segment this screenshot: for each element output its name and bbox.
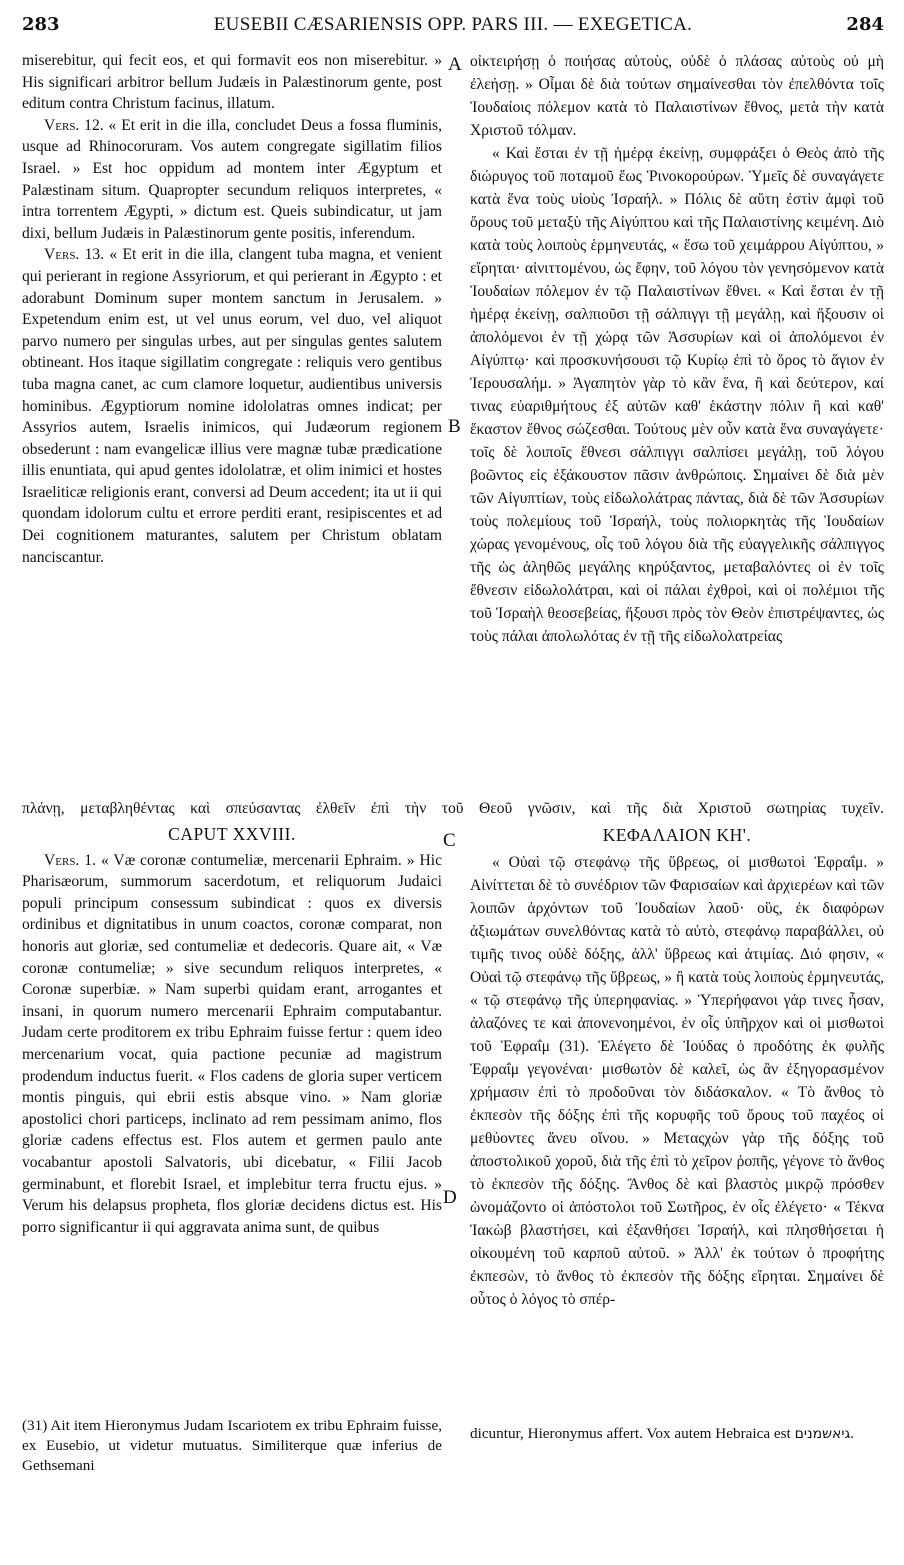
greek-chapter-section — [470, 820, 884, 1311]
spanning-line: πλάνῃ, μεταβληθέντας καὶ σπεύσαντας ἐλθεῖν ἐπὶ τὴν τοῦ Θεοῦ γνῶσιν, καὶ τῆς διὰ Χριστοῦ σωτηρίας τυχεῖν. — [22, 800, 884, 817]
verse-label: Vers. 12. — [44, 116, 104, 134]
verse-label: Vers. 1. — [44, 851, 96, 869]
chapter-heading-latin: CAPUT XXVIII. — [168, 824, 296, 844]
verse-text: « Et erit in die illa, clangent tuba magna, et venient qui perierant in regione Assyriorum, et qui perierant in Ægypto : et adorabunt Dominum super montem sanctum in Jerusalem. » Expetendum enim est, ut vel unus eorum, vel duo, vel aliquot parvo numero per singulas urbes, aut per singulas gentes salutem obtineant. Hos itaque sigillatim congregate : reliquis vero gentibus tuba magna canet, ac cum clamore loquetur, audientibus universis hominibus. Ægyptiorum nomine idololatras omnes indicat; per Assyrios autem, Israelis inimicos, qui Judæorum regionem obsederunt : nam evangelicæ illius vere magnæ tubæ prædicatione illis enuntiata, qui apud gentes idololatræ, et olim inimici et hostes Israeliticæ religionis erant, conversi ad Deum accedent; ita ut ii qui quondam idolorum cultu et errore perditi erant, resipiscentes et ad Dei cognitionem maturantes, salutem per Christum oblatam nanciscantur. — [22, 246, 442, 566]
section-marker-c: C — [443, 830, 456, 851]
page-number-left: 283 — [22, 14, 60, 35]
greek-column — [470, 50, 884, 648]
page-number-right: 284 — [846, 14, 884, 35]
verse-text: « Et erit in die illa, concludet Deus a fossa fluminis, usque ad Rhinocoruram. Vos autem congregate sigillatim filios Israel. » Est hoc oppidum ad montem inter Ægyptum et Palæstinam situm. Quapropter secundum reliquos interpretes, « intra torrentem Ægypti, » dictum est. Queis subindicatur, ut jam dixi, bellum Judæis in Palæstinorum gente positis, inferendum. — [22, 116, 442, 242]
greek-paragraph-2: « Καὶ ἔσται ἐν τῇ ἡμέρᾳ ἐκείνῃ, συμφράξει ὁ Θεὸς ἀπὸ τῆς διώρυγος τοῦ ποταμοῦ ἕως Ῥινοκορούρων. Ὑμεῖς δὲ συναγάγετε κατὰ ἕνα τοὺς υἱοὺς Ἰσραήλ. » Πόλις δὲ αὕτη ἐστὶν ἀμφὶ τοῦ ὄρους τοῦ μεταξὺ τῆς Αἰγύπτου καὶ τῆς Παλαιστίνης κειμένη. Διὸ κατὰ τοὺς λοιποὺς ἑρμηνευτάς, « ἕσω τοῦ χειμάρρου Αἰγύπτου, » εἴρηται· αἰνιττομένου, ὡς ἔφην, τοῦ λόγου τὸν γενησόμενον κατὰ Ἰουδαίων πόλεμον ἐν τῷ Παλαιστίνων ἔθνει. « Καὶ ἔσται ἐν τῇ ἡμέρᾳ ἐκείνῃ, σαλπιοῦσι τῇ σάλπιγγι τῇ μεγάλῃ, καὶ ἥξουσιν οἱ ἀπολόμενοι ἐν τῇ χώρᾳ τῶν Ἀσσυρίων καὶ οἱ ἀπολόμενοι ἐν Αἰγύπτῳ· καὶ προσκυνήσουσι τῷ Κυρίῳ ἐπὶ τὸ ὄρος τὸ ἅγιον ἐν Ἱερουσαλήμ. » Ἀγαπητὸν γὰρ τὸ κἂν ἕνα, ἢ καὶ δεύτερον, καί τινας εὐαριθμήτους ἐξ αὐτῶν καθ' ἑκάστην πόλιν ἢ καὶ καθ' ἕκαστον ἔθνος σώζεσθαι. Τούτους μὲν οὖν κατὰ ἕνα συναγάγετε· τοῖς δὲ λοιποῖς ἔθνεσι σάλπιγγι σαλπίσει μεγάλῃ, τοῦ λόγου βοῶντος εἰς ἐξάκουστον πᾶσιν ἀνθρώποις. Σημαίνει δὲ διὰ μὲν τῶν Αἰγυπτίων, τοὺς εἰδωλολάτρας πάντας, διὰ δὲ τῶν Ἀσσυρίων τοὺς πολεμίους τοῦ Ἰσραήλ, τοὺς πολιορκητὰς τῆς Ἰουδαίων χώρας γενομένους, οἷς τοῦ λόγου διὰ τῆς εὐαγγελικῆς σάλπιγγος τῆς ὡς ἀληθῶς μεγάλης κηρύξαντος, μεταβαλόντες οἱ ἐν τοῖς ἔθνεσιν εἰδωλολάτραι, καὶ οἱ πάλαι ἐχθροὶ, καὶ οἱ πολέμιοι τῆς τοῦ Ἰσραὴλ θεοσεβείας, ἥξουσι πρὸς τὸν Θεὸν ἐπιστρέψαντες, ὡς τοὺς πάλαι ἀπολωλότας ἐν τῇ τῆς εἰδωλολατρείας — [470, 145, 884, 645]
footnote-left: (31) Ait item Hieronymus Judam Iscariotem ex tribu Ephraim fuisse, ex Eusebio, ut videtur mutuatus. Similiterque quæ inferius de Gethsemani — [22, 1417, 442, 1474]
section-marker-b: B — [448, 416, 461, 437]
latin-column — [22, 50, 442, 568]
greek-paragraph-1: οἰκτειρήσῃ ὁ ποιήσας αὐτοὺς, οὐδὲ ὁ πλάσας αὐτοὺς οὐ μὴ ἐλεήσῃ. » Οἶμαι δὲ διὰ τούτων σημαίνεσθαι τὸν ἐπελθόντα τοῖς Ἰουδαίοις πόλεμον κατὰ τὸ Παλαιστίνων ἔθνος, μετὰ τὴν κατὰ Χριστοῦ τόλμαν. — [470, 53, 884, 139]
latin-paragraph-1: miserebitur, qui fecit eos, et qui formavit eos non miserebitur. » His significari arbitror bellum Judæis in Palæstinorum gente, post editum contra Christum facinus, illatum. — [22, 52, 442, 113]
section-marker-a: A — [448, 54, 462, 75]
latin-paragraph-verse-13 — [22, 244, 442, 568]
footnote-right-text: dicuntur, Hieronymus affert. Vox autem Hebraica est — [470, 1425, 791, 1442]
verse-label: Vers. 13. — [44, 246, 105, 264]
running-title: EUSEBII CÆSARIENSIS OPP. PARS III. — EXEGETICA. — [213, 14, 693, 35]
section-marker-d: D — [443, 1187, 457, 1208]
verse-text: « Væ coronæ contumeliæ, mercenarii Ephraim. » Hic Pharisæorum, summorum sacerdotum, et reliquorum Judaici populi principum consessum subindicat : quos ex diversis ordinibus et dignitatibus in unum coactos, coronæ comparat, non honoris aut gloriæ, sed contumeliæ et dedecoris. Quare ait, « Væ coronæ contumeliæ; » sive secundum reliquos interpretes, « Coronæ superbiæ. » Nam superbi quidam erant, arrogantes et insani, in quorum numero mercenarii Ephraim computabantur. Judam certe proditorem ex tribu Ephraim fuisse fertur : quem ideo mercenarium vocat, quia pactione pecuniæ ad magistrum prodendum inductus fuerit. « Flos cadens de gloria super verticem montis pinguis, qui ebrii estis absque vino. » Nam gloriæ apostolici chori particeps, inclinato ad rem pessimam animo, flos gloriæ cadens effectus est. Flos autem et germen paulo ante vocabantur apostoli Salvatoris, ubi dicebatur, « Filii Jacob germinabunt, et florebit Israel, et implebitur terra fructu ejus. » Verum his delapsus propheta, flos gloriæ decidens dictus est. His porro significantur ii qui aggravata anima sunt, de quibus — [22, 851, 442, 1236]
page-header — [22, 14, 884, 40]
latin-paragraph-chapter-verse-1 — [22, 850, 442, 1239]
greek-paragraph-chapter: « Οὐαὶ τῷ στεφάνῳ τῆς ὕβρεως, οἱ μισθωτοὶ Ἐφραΐμ. » Αἰνίττεται δὲ τὸ συνέδριον τῶν Φαρισαίων καὶ ἀρχιερέων καὶ τῶν λοιπῶν ἀρχόντων τοῦ Ἰουδαίων λαοῦ· οὓς, ἐκ διαφόρων ἀξιωμάτων συνελθόντας κατὰ τὸ αὐτὸ, στεφάνῳ παραβάλλει, οὐ τιμῆς τινος οὐδὲ δόξης, ἀλλ' ὕβρεως καὶ ἀτιμίας. Διό φησιν, « Οὐαὶ τῷ στεφάνῳ τῆς ὕβρεως, » ἢ κατὰ τοὺς λοιποὺς ἑρμηνευτάς, « τῷ στεφάνῳ τῆς ὑπερηφανίας. » Ὑπερήφανοι γάρ τινες ἦσαν, ἀλαζόνες τε καὶ ἀπονενοημένοι, ἐν οἷς ὑπῆρχον καὶ οἱ μισθωτοὶ τοῦ Ἐφραΐμ (31). Ἐλέγετο δὲ Ἰούδας ὁ προδότης ἐκ φυλῆς Ἐφραΐμ γεγονέναι· μισθωτὸν δὲ καλεῖ, ὡς ἂν ἐξηγορασμένον χρήμασιν ἐπὶ τὸ προδοῦναι τὸν διδάσκαλον. « Τὸ ἄνθος τὸ ἐκπεσὸν τῆς δόξης ἐπὶ τῆς κορυφῆς τοῦ ὄρους τοῦ παχέος οἱ μεθύοντες ἄνευ οἴνου. » Μεταςχὼν γὰρ τῆς δόξης τοῦ ἀποστολικοῦ χοροῦ, διὰ τῆς ἐπὶ τὸ χεῖρον ῥοπῆς, γέγονε τὸ ἄνθος τὸ ἐκπεσὸν τῆς δόξης. Ἄνθος δὲ καὶ βλαστὸς μικρῷ πρόσθεν ὠνομάζοντο οἱ ἀπόστολοι τοῦ Σωτῆρος, ἐν οἷς ἐλέγετο· « Τέκνα Ἰακὼβ βλαστήσει, καὶ ἐξανθήσει Ἰσραήλ, καὶ πλησθήσεται ἡ οἰκουμένη τοῦ καρποῦ αὐτοῦ. » Ἀλλ' ἐκ τούτων ὁ προφήτης ἐκπεσὼν, τὸ ἄνθος τὸ ἐκπεσὸν τῆς δόξης εἴρηται. Σημαίνει δὲ οὗτος ὁ λόγος τὸ σπέρ- — [470, 854, 884, 1308]
chapter-heading-greek: ΚΕΦΑΛΑΙΟΝ ΚΗ'. — [602, 825, 752, 845]
footnote-right: dicuntur, Hieronymus affert. Vox autem Hebraica est גיאשמנים. — [470, 1425, 855, 1442]
latin-paragraph-verse-12 — [22, 115, 442, 245]
latin-chapter-section — [22, 820, 442, 1238]
hebrew-word: גיאשמנים — [794, 1426, 851, 1442]
